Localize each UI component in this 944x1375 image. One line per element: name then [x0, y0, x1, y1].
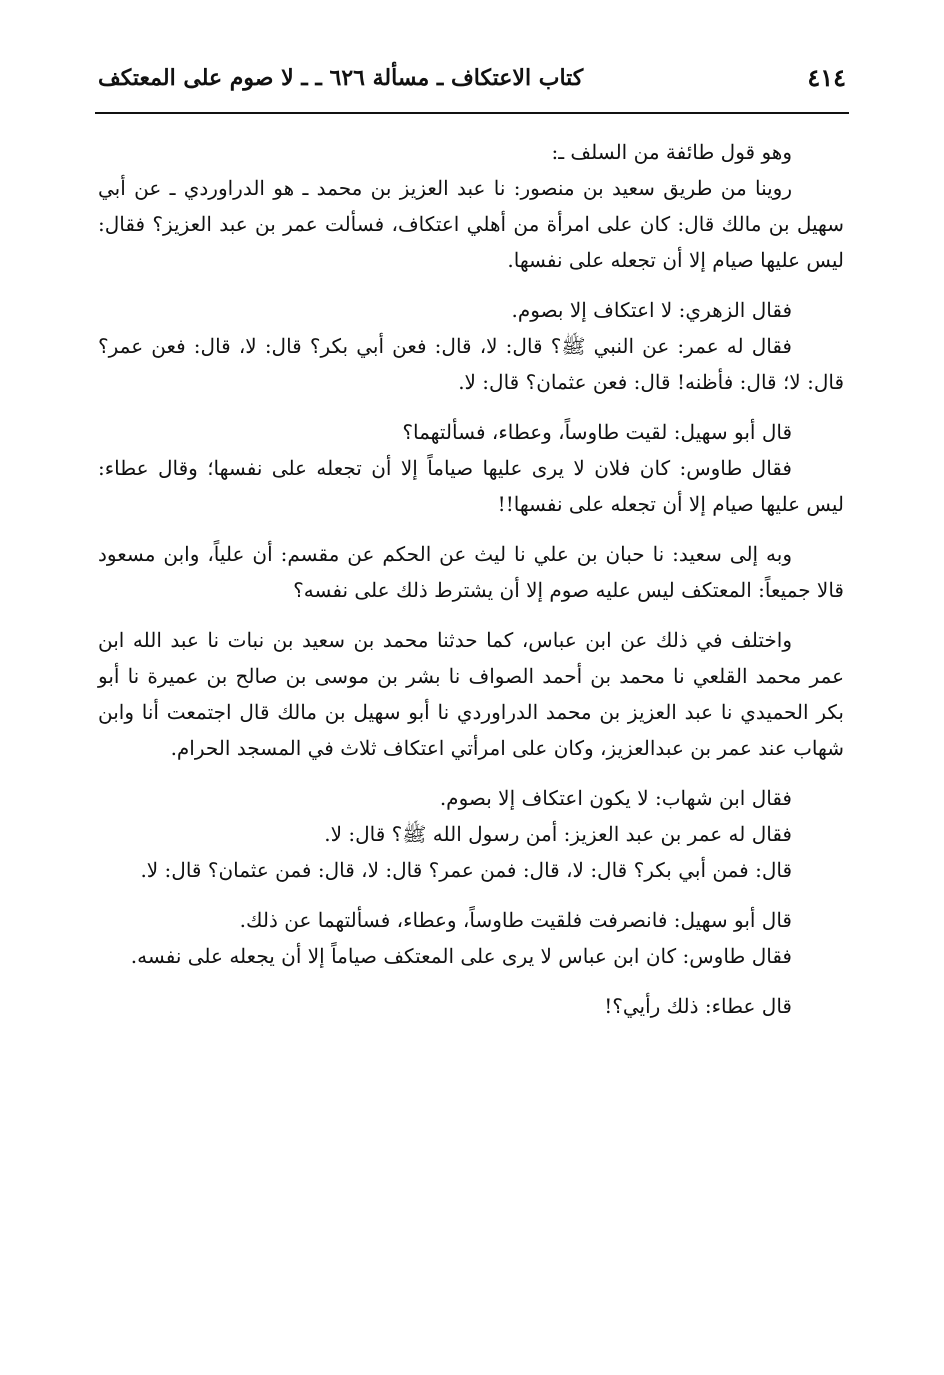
- paragraph: روينا من طريق سعيد بن منصور: نا عبد العزيز بن محمد ـ هو الدراوردي ـ عن أبي سهيل بن مالك قال: كان على امرأة من أهلي اعتكاف، فسألت عمر بن عبد العزيز؟ فقال: ليس عليها صيام إلا أن تجعله على نفسها.: [98, 176, 844, 272]
- paragraph: فقال طاوس: كان ابن عباس لا يرى على المعتكف صياماً إلا أن يجعله على نفسه.: [130, 944, 792, 968]
- paragraph-gap: [98, 766, 844, 780]
- paragraph-gap: [98, 608, 844, 622]
- paragraph: فقال له عمر بن عبد العزيز: أمن رسول الله ﷺ؟ قال: لا.: [324, 822, 792, 846]
- running-title: كتاب الاعتكاف ـ مسألة ٦٢٦ ـ ـ لا صوم على المعتكف: [98, 65, 584, 91]
- paragraph: قال أبو سهيل: لقيت طاوساً، وعطاء، فسألتهما؟: [402, 420, 792, 444]
- paragraph-gap: [98, 278, 844, 292]
- paragraph: قال: فمن أبي بكر؟ قال: لا، قال: فمن عمر؟ قال: لا، قال: فمن عثمان؟ قال: لا.: [140, 858, 792, 882]
- paragraph: فقال طاوس: كان فلان لا يرى عليها صياماً إلا أن تجعله على نفسها؛ وقال عطاء: ليس عليها صيام إلا أن تجعله على نفسها!!: [98, 456, 844, 516]
- paragraph: وبه إلى سعيد: نا حبان بن علي نا ليث عن الحكم عن مقسم: أن علياً، وابن مسعود قالا جميعاً: المعتكف ليس عليه صوم إلا أن يشترط ذلك على نفسه؟: [98, 542, 844, 602]
- paragraph: فقال الزهري: لا اعتكاف إلا بصوم.: [511, 298, 792, 322]
- paragraph: واختلف في ذلك عن ابن عباس، كما حدثنا محمد بن سعيد بن نبات نا عبد الله ابن عمر محمد القلعي نا محمد بن أحمد الصواف نا بشر بن موسى بن صالح بن عميرة نا أبو بكر الحميدي نا عبد العزيز بن محمد الدراوردي نا أبو سهيل بن مالك قال اجتمعت أنا وابن شهاب عند عمر بن عبدالعزيز، وكان على امرأتي اعتكاف ثلاث في المسجد الحرام.: [98, 628, 844, 760]
- paragraph-gap: [98, 974, 844, 988]
- paragraph: فقال له عمر: عن النبي ﷺ؟ قال: لا، قال: فعن أبي بكر؟ قال: لا، قال: فعن عمر؟ قال: لا؛ قال: فأظنه! قال: فعن عثمان؟ قال: لا.: [98, 334, 844, 394]
- page-number: ٤١٤: [807, 63, 846, 92]
- paragraph: فقال ابن شهاب: لا يكون اعتكاف إلا بصوم.: [439, 786, 792, 810]
- running-header: [98, 62, 846, 102]
- page-body: [98, 134, 844, 1024]
- paragraph-gap: [98, 522, 844, 536]
- paragraph: قال عطاء: ذلك رأيي؟!: [604, 994, 792, 1018]
- paragraph: قال أبو سهيل: فانصرفت فلقيت طاوساً، وعطاء، فسألتهما عن ذلك.: [239, 908, 792, 932]
- paragraph-gap: [98, 400, 844, 414]
- paragraph-gap: [98, 888, 844, 902]
- paragraph: وهو قول طائفة من السلف ـ:: [551, 140, 792, 164]
- header-rule: [95, 112, 849, 114]
